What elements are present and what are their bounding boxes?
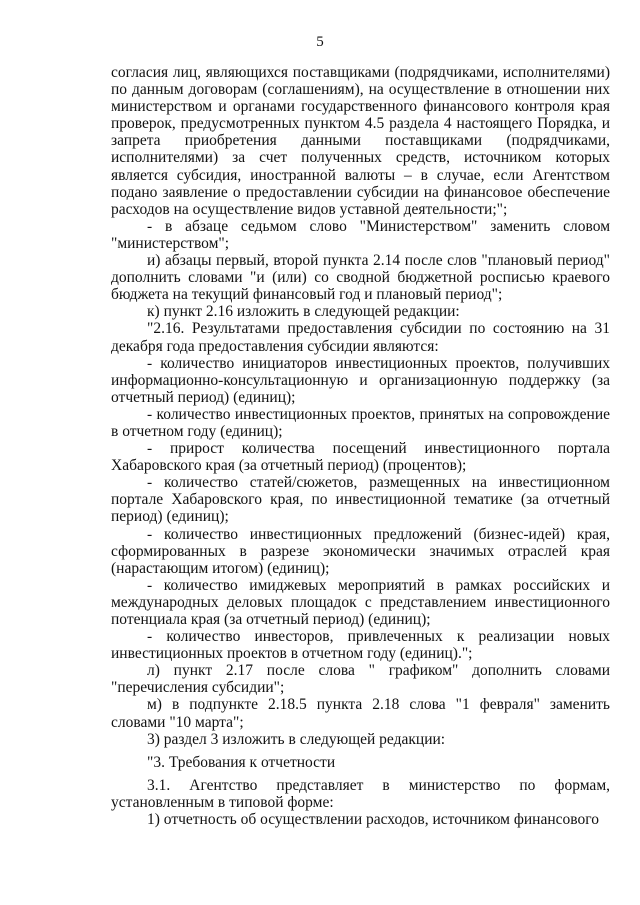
page-number: 5: [316, 34, 324, 50]
result-item-projects: - количество инвестиционных проектов, принятых на сопровождение в отчетном году (единиц);: [111, 405, 610, 440]
paragraph-seventh-clause: - в абзаце седьмом слово "Министерством" заменить словом "министерством";: [111, 217, 610, 252]
paragraph-3-1-item-1: 1) отчетность об осуществлении расходов, источником финансового: [147, 811, 599, 829]
paragraph-item-l: л) пункт 2.17 после слова " графиком" дополнить словами "перечисления субсидии";: [111, 662, 610, 697]
result-item-image-events: - количество имиджевых мероприятий в рамках российских и международных деловых площадок с представлением инвестиционного потенциала края (за отчетный период) (единиц);: [111, 576, 610, 628]
document-body: [111, 64, 610, 828]
result-item-articles: - количество статей/сюжетов, размещенных на инвестиционном портале Хабаровского края, по инвестиционной тематике (за отчетный период) (единиц);: [111, 474, 610, 526]
result-item-initiators: - количество инициаторов инвестиционных проектов, получивших информационно-консультационную и организационную поддержку (за отчетный период) (единиц);: [111, 354, 610, 406]
paragraph-item-m: м) в подпункте 2.18.5 пункта 2.18 слова "1 февраля" заменить словами "10 марта";: [111, 696, 610, 731]
result-item-investors: - количество инвесторов, привлеченных к реализации новых инвестиционных проектов в отчетном году (единиц).";: [111, 628, 610, 663]
section-3-heading: "3. Требования к отчетности: [147, 753, 336, 771]
result-item-business-ideas: - количество инвестиционных предложений (бизнес-идей) края, сформированных в разрезе экономически значимых отраслей края (нарастающим итогом) (единиц);: [111, 525, 610, 577]
paragraph-2-16-heading: "2.16. Результатами предоставления субсидии по состоянию на 31 декабря года предоставления субсидии являются:: [111, 320, 610, 355]
result-item-portal-visits: - прирост количества посещений инвестиционного портала Хабаровского края (за отчетный период) (процентов);: [111, 440, 610, 475]
paragraph-item-i: и) абзацы первый, второй пункта 2.14 после слов "плановый период" дополнить словами "и (или) со сводной бюджетной росписью краевого бюджета на текущий финансовый год и плановый период";: [111, 252, 610, 304]
paragraph-section-3: 3) раздел 3 изложить в следующей редакции:: [147, 730, 446, 748]
paragraph-item-k: к) пункт 2.16 изложить в следующей редакции:: [147, 303, 460, 321]
paragraph-supplier-consent: согласия лиц, являющихся поставщиками (подрядчиками, исполнителями) по данным договорам (соглашениям), на осуществление в отношении них министерством и органами государственного финансового контроля края проверок, предусмотренных пунктом 4.5 раздела 4 настоящего Порядка, и запрета приобретения данными поставщиками (подрядчиками, исполнителями) за счет полученных средств, источником которых является субсидия, иностранной валюты – в случае, если Агентством подано заявление о предоставлении субсидии на финансовое обеспечение расходов на осуществление видов уставной деятельности;";: [111, 64, 610, 218]
paragraph-3-1: 3.1. Агентство представляет в министерство по формам, установленным в типовой форме:: [111, 776, 610, 811]
